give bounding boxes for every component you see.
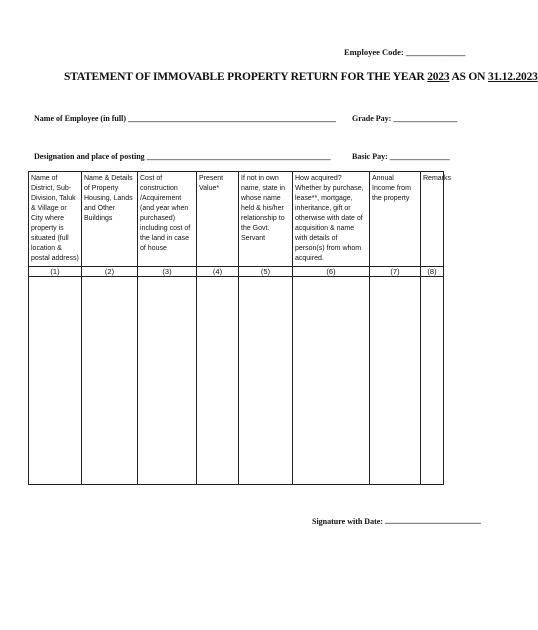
grade-pay-field: Grade Pay: ________________ [352,114,458,123]
property-table [28,171,452,485]
column-number: (4) [197,267,239,277]
title-year: 2023 [427,71,450,83]
entry-cell[interactable] [421,277,444,485]
column-number: (7) [370,267,421,277]
entry-cell[interactable] [29,277,82,485]
header-cell-how-acquired: How acquired? Whether by purchase, lease**, mortgage, inheritance, gift or otherwise with date of acquisition & name with details of person(s) from whom acquired. [293,172,370,267]
header-cell-present-value: Present Value* [197,172,239,267]
header-cell-property-details: Name & Details of Property Housing, Lands and Other Buildings [82,172,138,267]
column-number: (8) [421,267,444,277]
employee-name-field: Name of Employee (in full) ____________________________________________________ [34,114,336,123]
entry-cell[interactable] [370,277,421,485]
employee-code: Employee Code: ______________ [344,47,466,57]
column-number: (3) [138,267,197,277]
header-cell-cost: Cost of construction /Acquirement (and year when purchased) including cost of the land in case of house [138,172,197,267]
column-number: (2) [82,267,138,277]
basic-pay-field: Basic Pay: _______________ [352,152,450,161]
designation-field: Designation and place of posting ______________________________________________ [34,152,331,161]
entry-cell[interactable] [239,277,293,485]
entry-cell[interactable] [82,277,138,485]
header-cell-remarks: Remarks [421,172,444,267]
entry-cell[interactable] [138,277,197,485]
entry-cell[interactable] [293,277,370,485]
page-title [64,71,538,83]
title-middle: AS ON [449,71,488,83]
table-header-row [29,172,444,267]
header-cell-location: Name of District, Sub-Division, Taluk & Village or City where property is situated (full location & postal address) [29,172,82,267]
column-number: (5) [239,267,293,277]
entry-cell[interactable] [197,277,239,485]
signature-line: Signature with Date: ................................................ [312,517,481,526]
header-cell-holder: If not in own name, state in whose name held & his/her relationship to the Govt. Servant [239,172,293,267]
header-cell-annual-income: Annual Income from the property [370,172,421,267]
table-entry-row [29,277,444,485]
column-number: (6) [293,267,370,277]
column-number: (1) [29,267,82,277]
title-prefix: STATEMENT OF IMMOVABLE PROPERTY RETURN FOR THE YEAR [64,71,428,83]
table-number-row [29,267,444,277]
title-date: 31.12.2023 [487,71,538,83]
